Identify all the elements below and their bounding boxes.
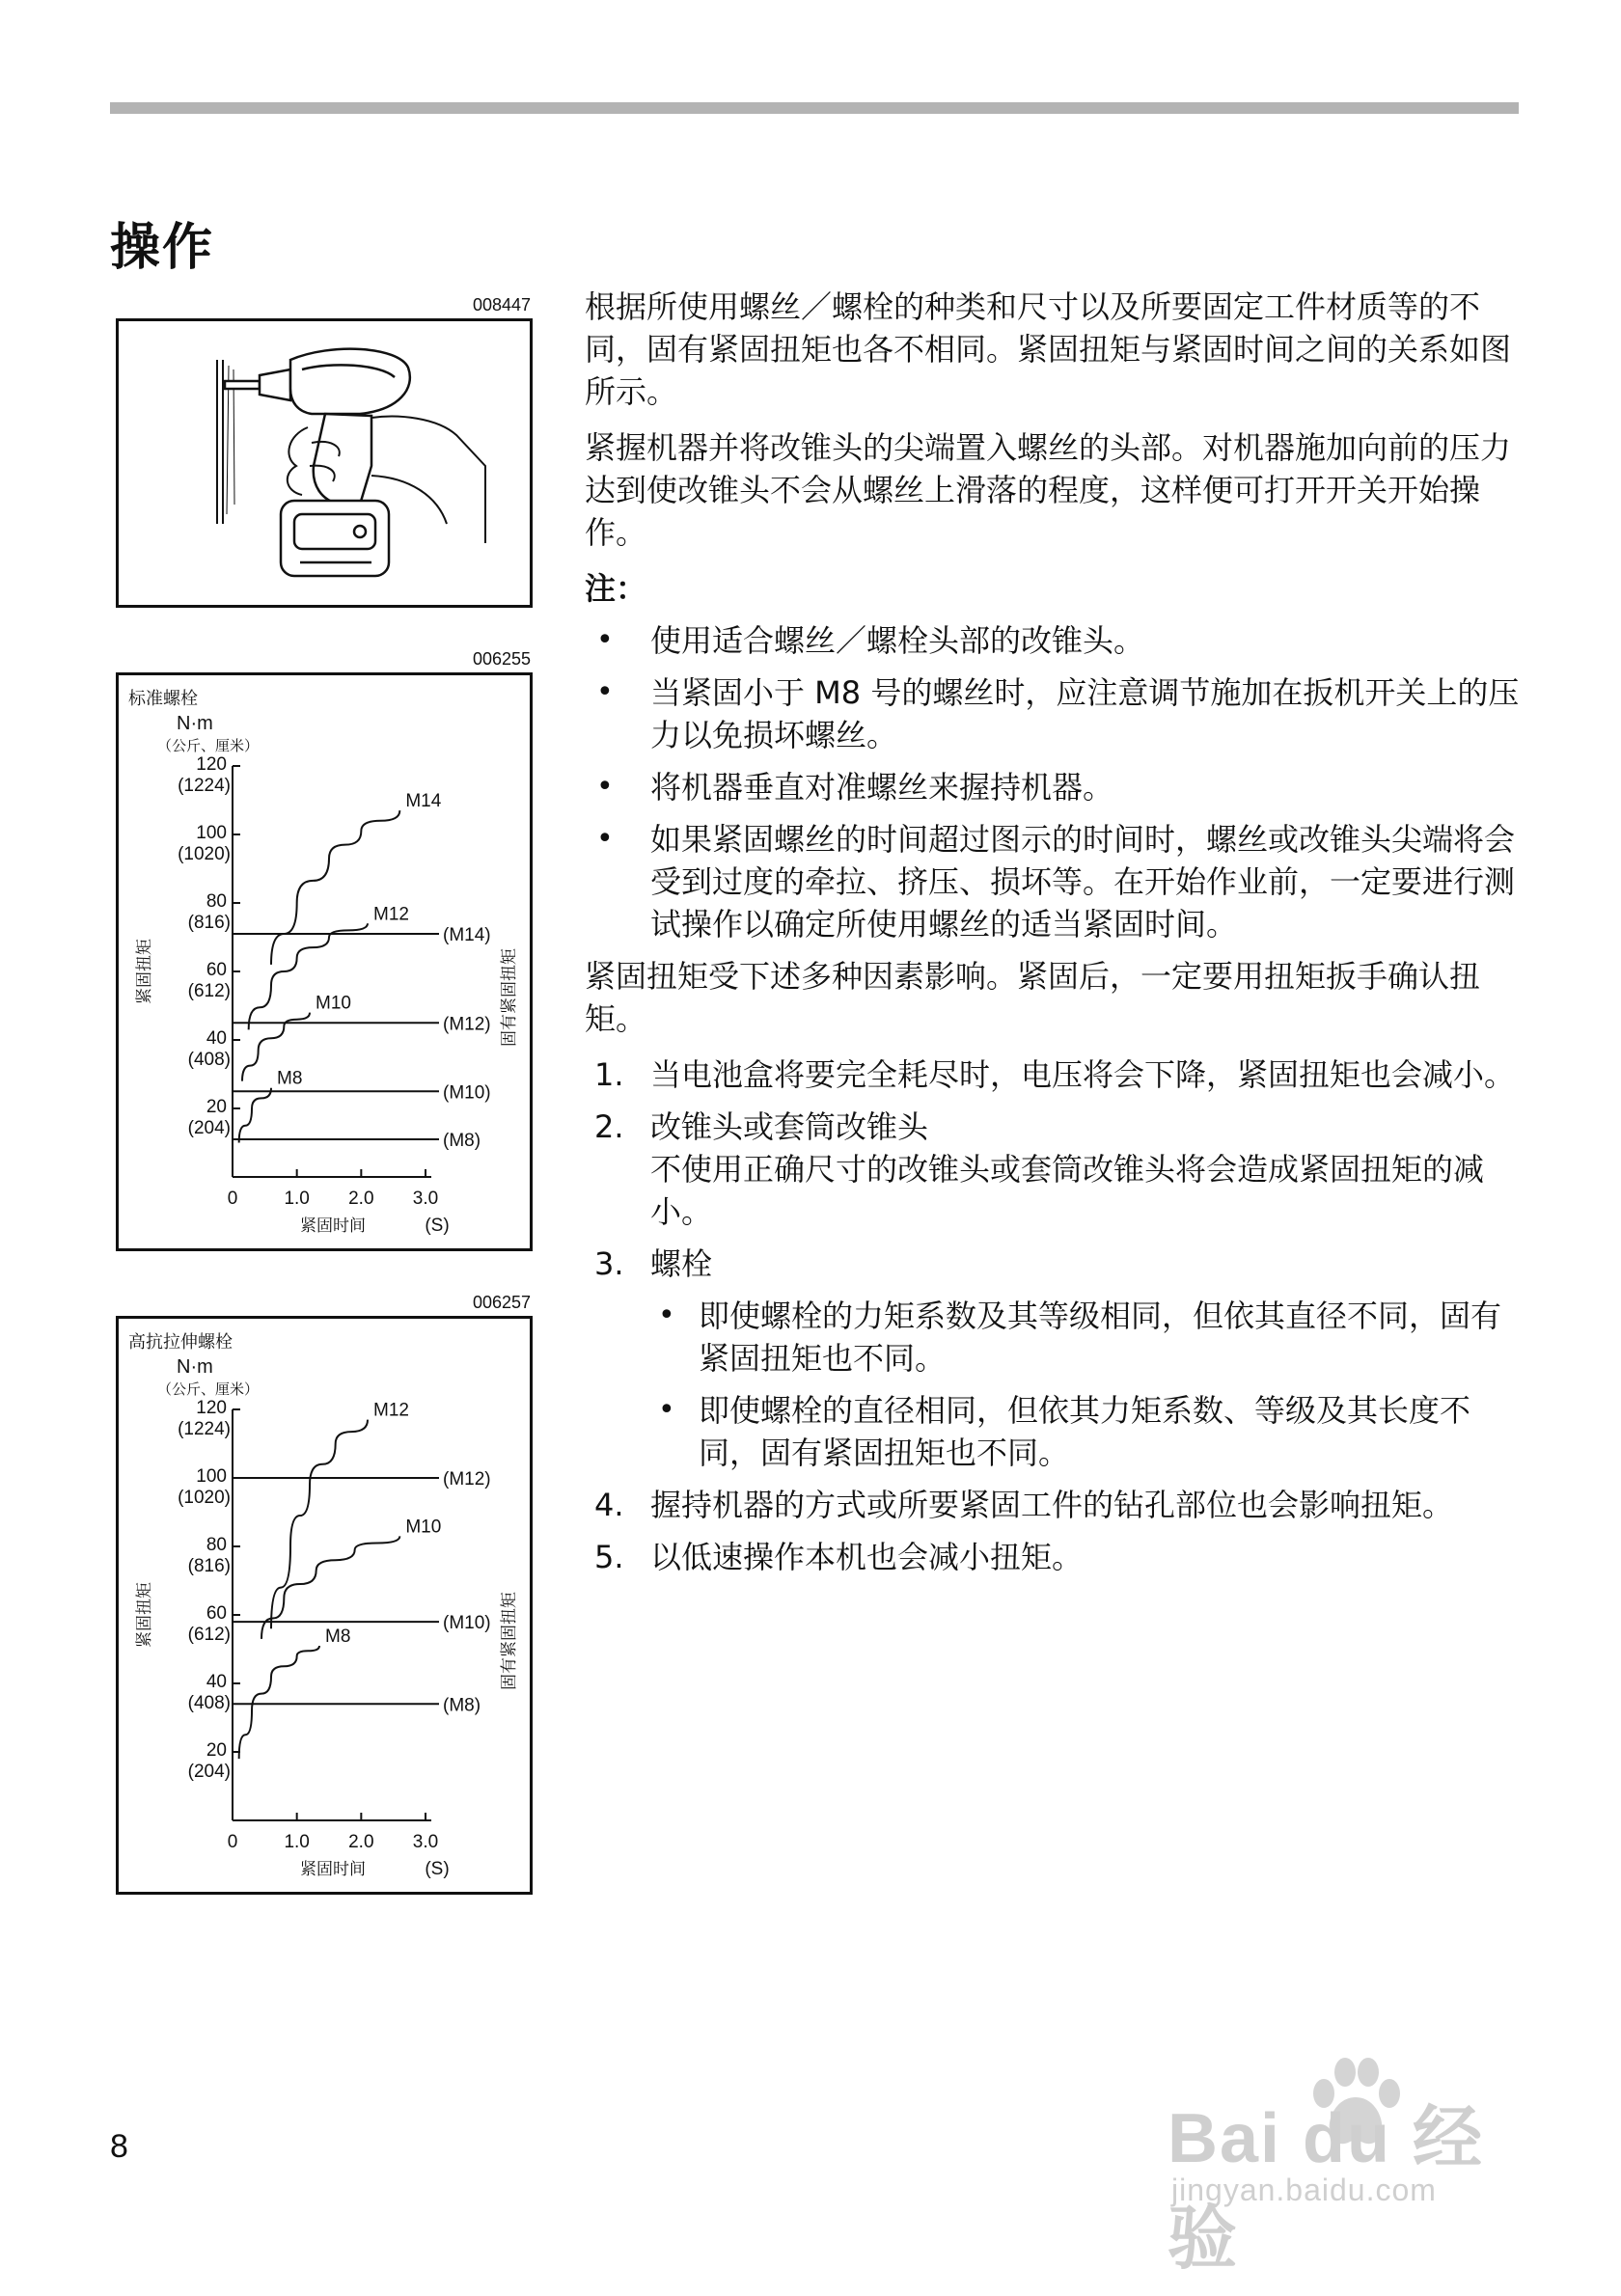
note-item: • 使用适合螺丝／螺栓头部的改锥头。 [585,619,1530,662]
y-tick-kg-label: (816) [187,913,231,933]
operation-text [585,286,1530,1588]
y-tick-kg-label: (408) [187,1693,231,1713]
series-curve [249,923,368,1029]
series-label: M8 [325,1626,351,1647]
factor-number: 1. [594,1056,624,1093]
x-axis-label: 紧固时间 [300,1216,366,1236]
x-tick-label: 3.0 [412,1832,439,1852]
series-label: M12 [373,904,409,925]
y-tick-label: 80 [206,1535,227,1555]
y-tick-label: 100 [196,823,227,843]
factor-item-4 [585,1484,1530,1526]
watermark [1148,2055,1553,2278]
x-axis-unit: (S) [425,1216,450,1236]
factor-text: 当电池盒将要完全耗尽时，电压将会下降，紧固扭矩也会减小。 [650,1056,1516,1093]
factor-item-2 [585,1106,1530,1233]
watermark-brand: Bai du 经验 [1168,2100,1485,2278]
series-curve [271,810,399,965]
chart-unit-label: N·m [177,713,213,734]
y-axis-label: 紧固扭矩 [135,939,154,1004]
factor-item-3 [585,1243,1530,1285]
factor-sub-item: • 即使螺栓的直径相同，但依其力矩系数、等级及其长度不同，固有紧固扭矩也不同。 [585,1389,1530,1474]
series-curve [271,1420,368,1629]
y-tick-label: 120 [196,754,227,775]
series-label: M14 [405,791,442,812]
note-heading: 注： [585,570,647,607]
factor-detail: 不使用正确尺寸的改锥头或套筒改锥头将会造成紧固扭矩的减小。 [650,1151,1485,1230]
note-item: • 如果紧固螺丝的时间超过图示的时间时，螺丝或改锥头尖端将会受到过度的牵拉、挤压、损坏等。在开始作业前，一定要进行测试操作以确定所使用螺丝的适当紧固时间。 [585,818,1530,945]
x-axis-label: 紧固时间 [300,1860,366,1879]
series-label: M10 [405,1517,442,1538]
watermark-url: jingyan.baidu.com [1171,2173,1437,2207]
y-tick-kg-label: (204) [187,1118,231,1138]
x-tick-label: 2.0 [348,1189,374,1209]
figure-impact-driver [116,318,533,608]
reference-line-label: (M10) [443,1082,491,1104]
y-tick-kg-label: (1224) [178,776,231,796]
figure-code-3: 006257 [473,1293,532,1312]
y-tick-label: 20 [206,1097,227,1117]
y-tick-kg-label: (1020) [178,1488,231,1508]
factor-text: 握持机器的方式或所要紧固工件的钻孔部位也会影响扭矩。 [650,1487,1454,1523]
y-tick-kg-label: (816) [187,1556,231,1576]
factor-sub-item: • 即使螺栓的力矩系数及其等级相同，但依其直径不同，固有紧固扭矩也不同。 [585,1295,1530,1380]
x-tick-label: 2.0 [348,1832,374,1852]
y-tick-kg-label: (612) [187,981,231,1001]
chart-unit-label: N·m [177,1356,213,1378]
chart-title: 高抗拉伸螺栓 [128,1332,233,1353]
chart-standard-bolt [116,672,533,1251]
y-tick-kg-label: (1020) [178,844,231,864]
chart-title: 标准螺栓 [128,689,198,709]
y-tick-label: 80 [206,891,227,912]
x-tick-label: 0 [227,1189,238,1209]
series-label: M10 [316,993,351,1014]
y-axis-label: 紧固扭矩 [135,1582,154,1648]
x-tick-label: 1.0 [284,1832,310,1852]
factor-text: 以低速操作本机也会减小扭矩。 [650,1539,1084,1575]
page-number: 8 [110,2128,128,2165]
page-title: 操作 [110,219,215,277]
y-tick-label: 40 [206,1672,227,1692]
factor-number: 5. [594,1539,624,1575]
y-tick-label: 100 [196,1466,227,1487]
note-item: • 将机器垂直对准螺丝来握持机器。 [585,766,1530,808]
y-tick-label: 20 [206,1740,227,1761]
reference-line-label: (M14) [443,924,491,945]
series-label: M8 [277,1068,303,1089]
reference-line-label: (M8) [443,1130,481,1151]
impact-driver-illustration [119,321,530,605]
x-tick-label: 1.0 [284,1189,310,1209]
x-tick-label: 0 [227,1832,238,1852]
factor-text: 螺栓 [650,1245,713,1282]
y-tick-kg-label: (204) [187,1762,231,1782]
y-tick-label: 120 [196,1398,227,1418]
series-label: M12 [373,1400,409,1421]
note-item: • 当紧固小于 M8 号的螺丝时，应注意调节施加在扳机开关上的压力以免损坏螺丝。 [585,671,1530,756]
factor-number: 2. [594,1108,624,1145]
paragraph-factors: 紧固扭矩受下述多种因素影响。紧固后，一定要用扭矩扳手确认扭矩。 [585,958,1481,1037]
impact-driver-icon [225,349,410,576]
factor-number: 4. [594,1487,624,1523]
paragraph-hold-tool: 紧握机器并将改锥头的尖端置入螺丝的头部。对机器施加向前的压力达到使改锥头不会从螺丝上滑落的程度，这样便可打开开关开始操作。 [585,429,1512,551]
y-tick-kg-label: (408) [187,1050,231,1070]
y-tick-label: 60 [206,960,227,980]
figure-code-2: 006255 [473,649,532,669]
chart-unit-sub-label: （公斤、厘米） [157,737,260,754]
secondary-axis-label: 固有紧固扭矩 [500,948,519,1047]
chart-svg-high-tensile-bolt [119,1319,530,1892]
figure-code-1: 008447 [473,295,532,314]
y-tick-label: 40 [206,1028,227,1049]
chart-svg-standard-bolt [119,675,530,1248]
x-axis-unit: (S) [425,1859,450,1879]
series-curve [239,1646,319,1759]
y-tick-kg-label: (1224) [178,1419,231,1439]
y-tick-label: 60 [206,1603,227,1624]
factor-item-5 [585,1536,1530,1578]
reference-line-label: (M12) [443,1014,491,1035]
reference-line-label: (M12) [443,1469,491,1490]
paragraph-torque-intro: 根据所使用螺丝／螺栓的种类和尺寸以及所要固定工件材质等的不同，固有紧固扭矩也各不相同。紧固扭矩与紧固时间之间的关系如图所示。 [585,288,1512,410]
reference-line-label: (M10) [443,1613,491,1634]
top-rule [110,102,1519,114]
reference-line-label: (M8) [443,1695,481,1716]
factor-number: 3. [594,1245,624,1282]
series-curve [239,1088,271,1143]
chart-high-tensile-bolt [116,1316,533,1895]
factor-item-1 [585,1053,1530,1096]
y-tick-kg-label: (612) [187,1625,231,1645]
chart-unit-sub-label: （公斤、厘米） [157,1380,260,1398]
factor-text: 改锥头或套筒改锥头 [650,1108,929,1145]
x-tick-label: 3.0 [412,1189,439,1209]
secondary-axis-label: 固有紧固扭矩 [500,1592,519,1690]
